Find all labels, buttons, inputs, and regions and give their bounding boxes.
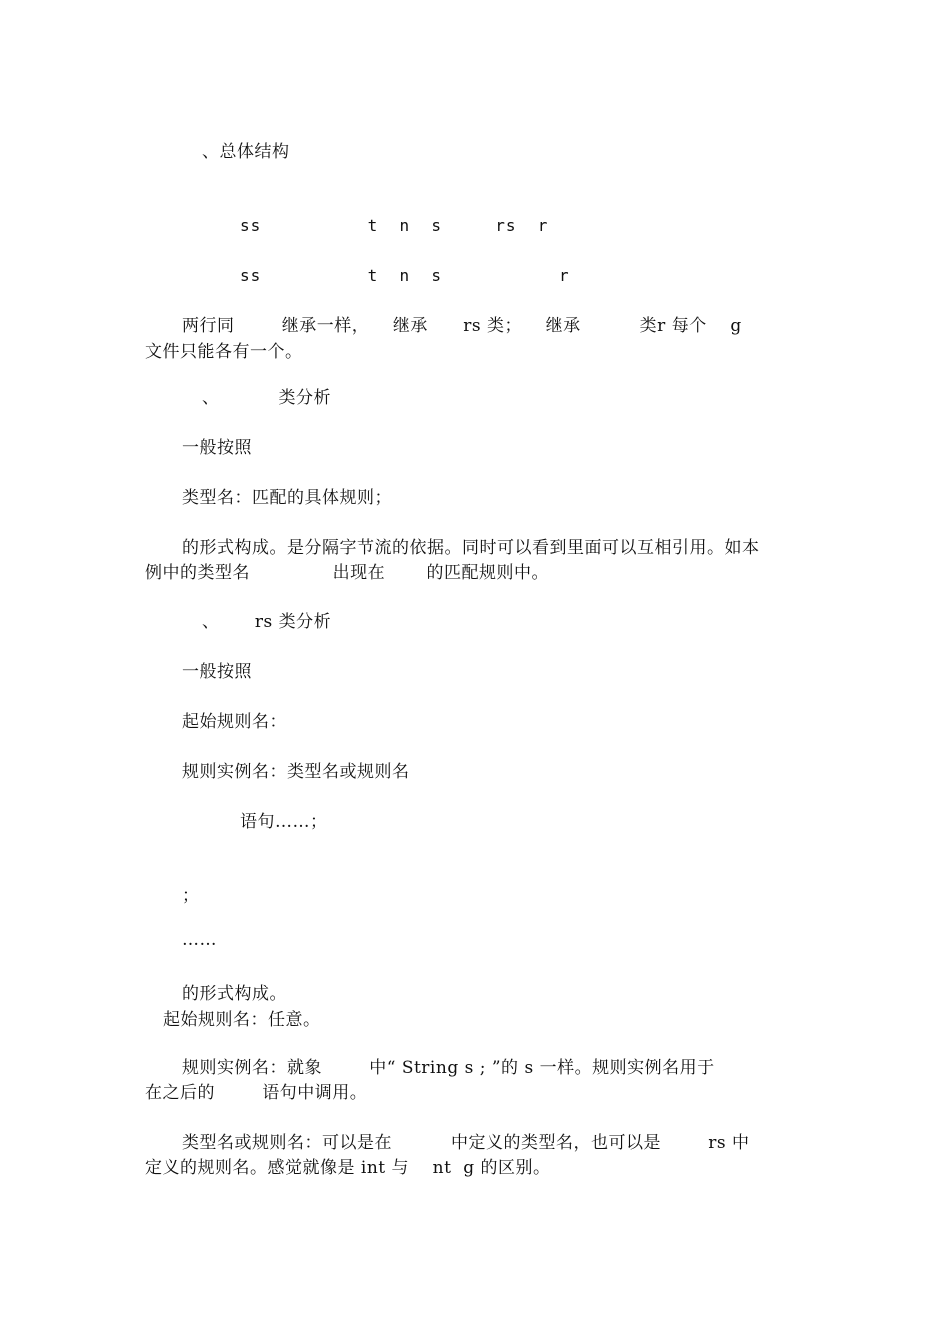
section-3-item-start-rule-any: 起始规则名：任意。 [163,1010,321,1030]
section-heading-parser-class-analysis: 、 rs 类分析 [202,612,332,632]
section-2-item-type-name: 类型名：匹配的具体规则； [182,488,392,508]
section-3-item-statement: 语句……； [240,812,328,832]
section-2-item-general: 一般按照 [182,438,252,458]
paragraph-1-line-2: 文件只能各有一个。 [145,342,303,362]
section-3-item-start-rule: 起始规则名： [182,712,287,732]
section-3-paragraph-2-line-2: 在之后的 语句中调用。 [145,1083,368,1103]
paragraph-1-line-1: 两行同 继承一样， 继承 rs 类； 继承 类r 每个 g [182,316,742,336]
section-3-paragraph-2-line-1: 规则实例名：就象 中“ String s ; ”的 s 一样。规则实例名用于 [182,1058,715,1078]
code-line-1: ss t n s rs r [240,216,549,235]
section-3-paragraph-3-line-1: 类型名或规则名：可以是在 中定义的类型名，也可以是 rs 中 [182,1133,750,1153]
section-3-item-ellipsis: …… [182,930,217,950]
section-3-paragraph-3-line-2: 定义的规则名。感觉就像是 int 与 nt g 的区别。 [145,1158,551,1178]
section-3-item-form: 的形式构成。 [182,984,287,1004]
section-3-item-semicolon: ； [182,886,200,906]
section-3-item-general: 一般按照 [182,662,252,682]
code-line-2: ss t n s r [240,266,570,285]
section-2-paragraph-line-2: 例中的类型名 出现在 的匹配规则中。 [145,563,549,583]
section-heading-class-analysis: 、 类分析 [202,388,332,408]
section-2-paragraph-line-1: 的形式构成。是分隔字节流的依据。同时可以看到里面可以互相引用。如本 [182,538,760,558]
section-3-item-rule-instance: 规则实例名：类型名或规则名 [182,762,410,782]
section-heading-overall-structure: 、总体结构 [202,142,290,162]
